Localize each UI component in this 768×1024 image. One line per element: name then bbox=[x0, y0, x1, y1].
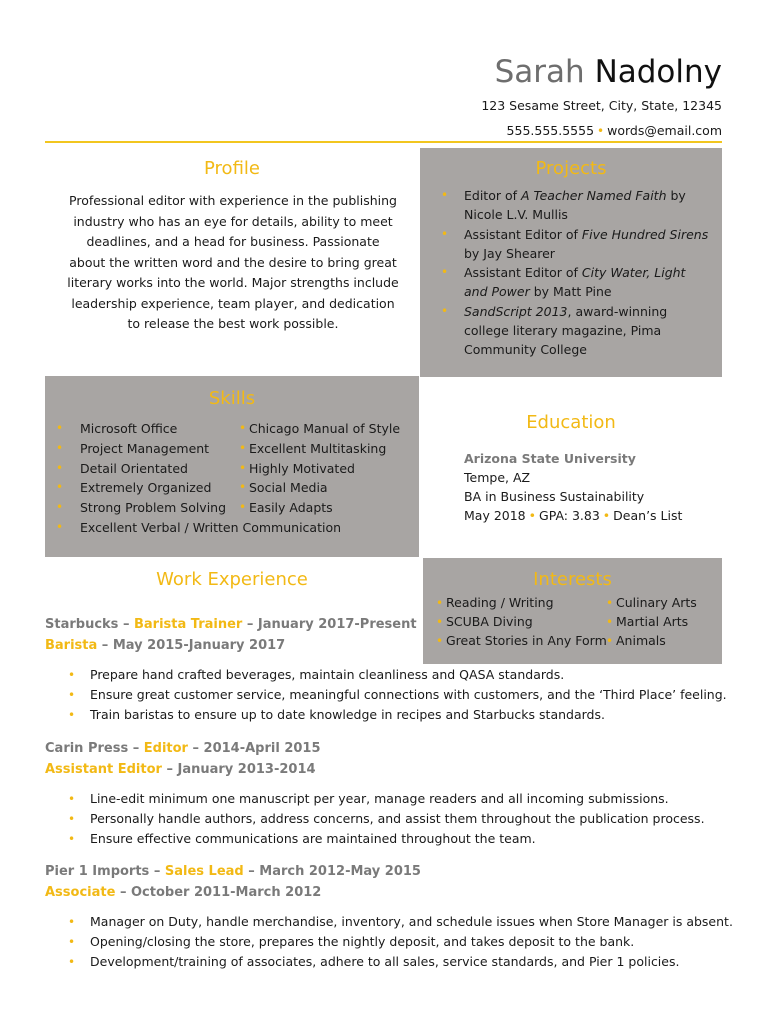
list-item: • Assistant Editor of City Water, Light and Power by Matt Pine bbox=[464, 263, 710, 302]
list-item: • Reading / Writing bbox=[446, 594, 607, 613]
skills-list-right bbox=[249, 419, 400, 518]
job-duties bbox=[90, 789, 725, 849]
list-item: • Manager on Duty, handle merchandise, inventory, and schedule issues when Store Manager is absent. bbox=[90, 912, 725, 932]
job-title-line: Pier 1 Imports – Sales Lead – March 2012-May 2015 bbox=[45, 864, 421, 879]
list-item: • Editor of A Teacher Named Faith by Nicole L.V. Mullis bbox=[464, 186, 710, 225]
list-item: • Great Stories in Any Form bbox=[446, 632, 607, 651]
job-duties bbox=[90, 665, 725, 725]
list-item: • Extremely Organized bbox=[80, 478, 341, 498]
bullet-icon: • bbox=[528, 508, 537, 523]
list-item: • Ensure great customer service, meaningful connections with customers, and the ‘Third Place’ feeling. bbox=[90, 685, 725, 705]
skills-section bbox=[45, 376, 419, 557]
address: 123 Sesame Street, City, State, 12345 bbox=[481, 98, 722, 113]
bullet-icon: • bbox=[602, 508, 611, 523]
job-title-line: Carin Press – Editor – 2014-April 2015 bbox=[45, 741, 321, 756]
profile-section bbox=[45, 150, 419, 372]
list-item: • Opening/closing the store, prepares the nightly deposit, and takes deposit to the bank. bbox=[90, 932, 725, 952]
section-title: Profile bbox=[204, 158, 260, 179]
list-item: • Microsoft Office bbox=[80, 419, 341, 439]
section-title: Work Experience bbox=[156, 569, 308, 590]
list-item: • Culinary Arts bbox=[616, 594, 697, 613]
job-title-line: Associate – October 2011-March 2012 bbox=[45, 885, 322, 900]
list-item: • Social Media bbox=[249, 478, 400, 498]
degree: BA in Business Sustainability bbox=[464, 489, 645, 504]
job-title-line: Assistant Editor – January 2013-2014 bbox=[45, 762, 316, 777]
list-item: • Assistant Editor of Five Hundred Sirens by Jay Shearer bbox=[464, 225, 710, 264]
first-name: Sarah bbox=[494, 54, 585, 90]
phone: 555.555.5555 bbox=[506, 123, 595, 138]
list-item: • Ensure effective communications are maintained throughout the team. bbox=[90, 829, 725, 849]
candidate-name bbox=[481, 52, 722, 92]
resume-header bbox=[481, 52, 722, 139]
email[interactable]: words@email.com bbox=[607, 123, 722, 138]
section-title: Education bbox=[526, 412, 616, 433]
list-item: • Animals bbox=[616, 632, 697, 651]
list-item: • SandScript 2013, award-winning college literary magazine, Pima Community College bbox=[464, 302, 710, 360]
projects-list bbox=[464, 186, 710, 360]
section-title: Projects bbox=[535, 158, 607, 179]
list-item: • Personally handle authors, address concerns, and assist them throughout the publication process. bbox=[90, 809, 725, 829]
school-name: Arizona State University bbox=[464, 451, 636, 466]
school-location: Tempe, AZ bbox=[464, 470, 531, 485]
list-item: • Excellent Verbal / Written Communication bbox=[80, 518, 341, 538]
bullet-icon: • bbox=[597, 124, 605, 138]
contact-line bbox=[481, 123, 722, 139]
last-name: Nadolny bbox=[594, 54, 722, 90]
list-item: • Train baristas to ensure up to date knowledge in recipes and Starbucks standards. bbox=[90, 705, 725, 725]
job-title-line: Starbucks – Barista Trainer – January 2017-Present bbox=[45, 617, 417, 632]
job-title-line: Barista – May 2015-January 2017 bbox=[45, 638, 286, 653]
list-item: • SCUBA Diving bbox=[446, 613, 607, 632]
job-entry bbox=[45, 861, 733, 972]
list-item: • Martial Arts bbox=[616, 613, 697, 632]
education-section bbox=[420, 404, 722, 534]
profile-text: Professional editor with experience in the publishing industry who has an eye for details, ability to meet deadlines, and a head for business. Passionate about the written word and the desire to bring great literary works into the world. Major strengths include leadership experience, team player, and dedication to release the best work possible. bbox=[67, 193, 399, 331]
list-item: • Project Management bbox=[80, 439, 341, 459]
job-entry bbox=[45, 614, 725, 725]
list-item: • Line-edit minimum one manuscript per year, manage readers and all incoming submissions. bbox=[90, 789, 725, 809]
list-item: • Excellent Multitasking bbox=[249, 439, 400, 459]
list-item: • Detail Orientated bbox=[80, 459, 341, 479]
projects-section bbox=[420, 148, 722, 377]
list-item: • Development/training of associates, adhere to all sales, service standards, and Pier 1 policies. bbox=[90, 952, 725, 972]
list-item: • Highly Motivated bbox=[249, 459, 400, 479]
header-divider bbox=[45, 141, 722, 143]
section-title: Skills bbox=[208, 388, 256, 409]
list-item: • Chicago Manual of Style bbox=[249, 419, 400, 439]
list-item: • Easily Adapts bbox=[249, 498, 400, 518]
job-entry bbox=[45, 738, 725, 849]
list-item: • Strong Problem Solving bbox=[80, 498, 341, 518]
list-item: • Prepare hand crafted beverages, maintain cleanliness and QASA standards. bbox=[90, 665, 725, 685]
section-title: Interests bbox=[533, 569, 612, 590]
job-duties bbox=[90, 912, 733, 972]
education-details: May 2018 • GPA: 3.83 • Dean’s List bbox=[464, 508, 683, 523]
